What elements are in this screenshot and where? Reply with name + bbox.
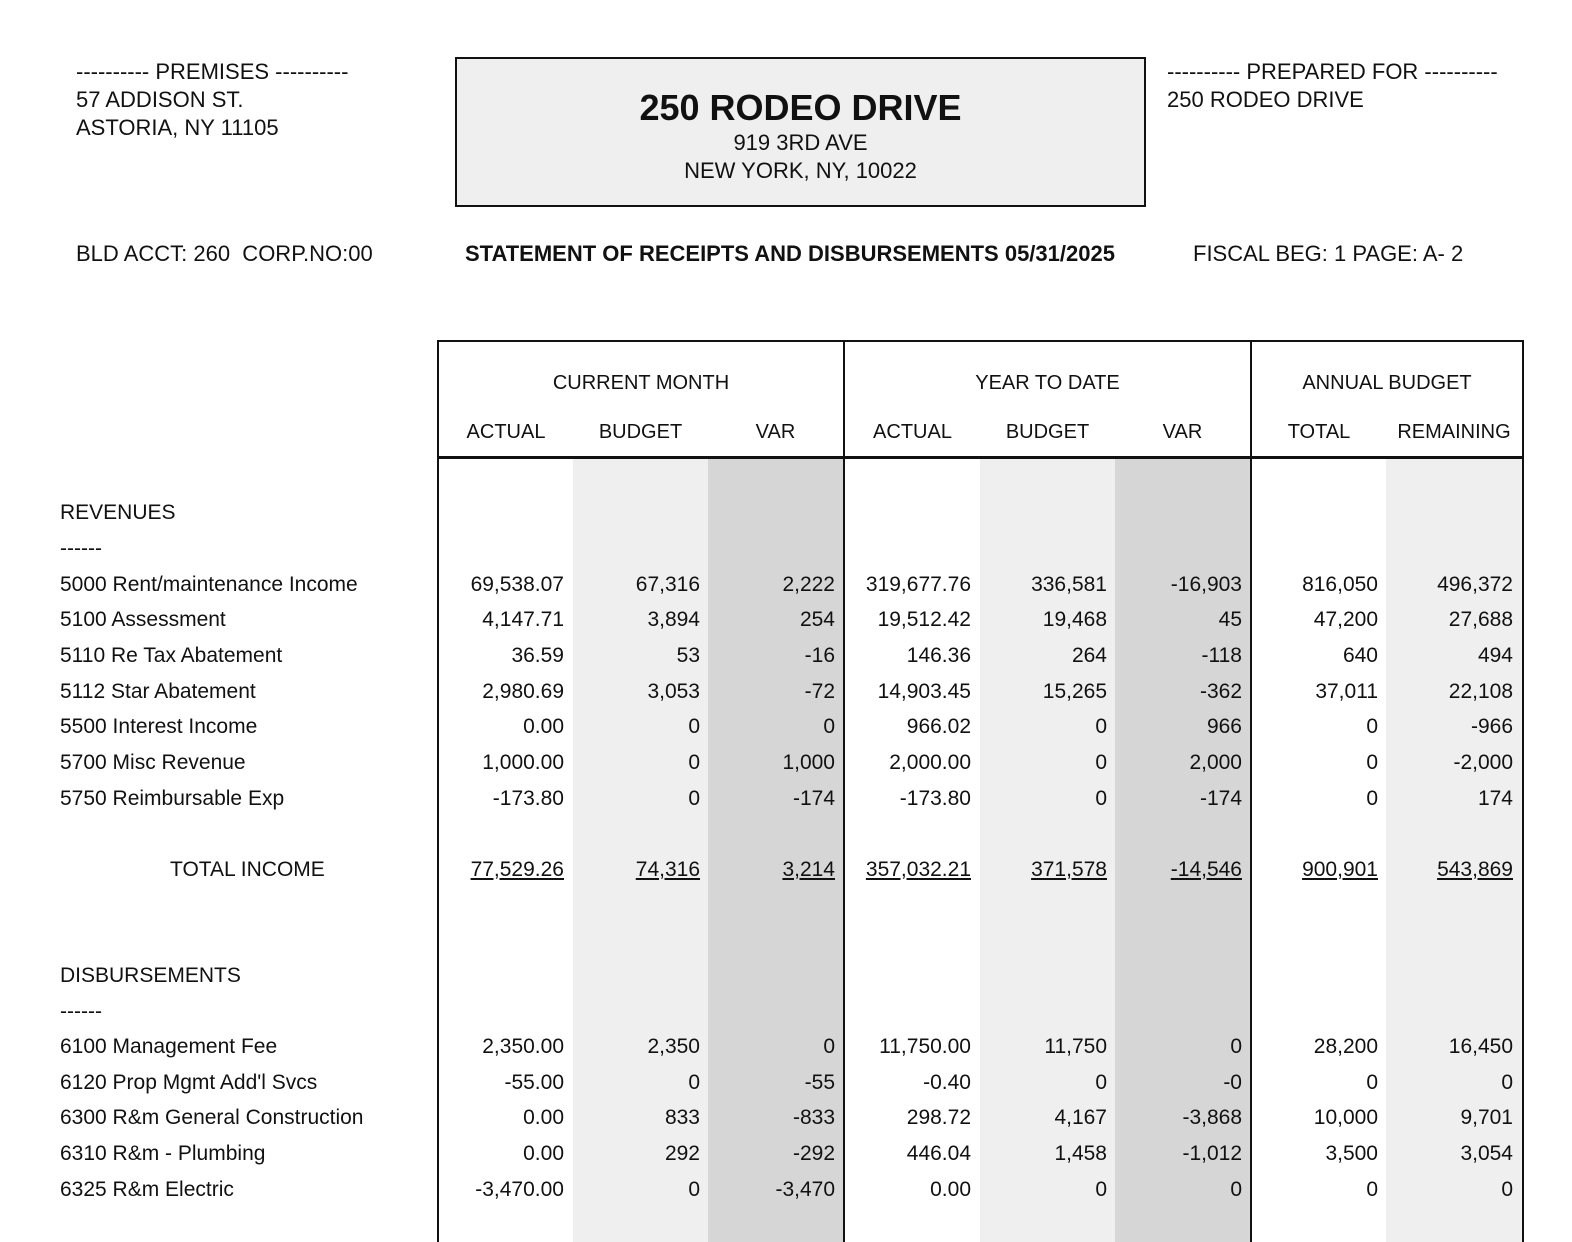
revenue-row-value: 22,108 — [1448, 680, 1513, 703]
total-income-value: 357,032.21 — [865, 858, 971, 881]
disbursement-row-value: -1,012 — [1182, 1142, 1242, 1165]
revenue-row-value: 966.02 — [906, 715, 971, 738]
disbursement-row-value: 0.00 — [523, 1106, 564, 1129]
disbursement-row-value: 1,458 — [1054, 1142, 1107, 1165]
revenues-heading: REVENUES — [60, 501, 176, 524]
disbursement-row-value: 0 — [1501, 1071, 1513, 1094]
revenue-row-value: -174 — [792, 787, 835, 810]
revenue-row-value: 27,688 — [1448, 608, 1513, 631]
disbursement-row-value: -833 — [792, 1106, 835, 1129]
disbursement-row-value: 0 — [1230, 1035, 1242, 1058]
disbursements-rule: ------ — [60, 1000, 102, 1023]
revenue-row-value: -173.80 — [492, 787, 564, 810]
disbursement-row-value: 9,701 — [1460, 1106, 1513, 1129]
revenue-row-value: 966 — [1206, 715, 1242, 738]
disbursement-row-value: -55.00 — [504, 1071, 564, 1094]
building-address-line1: 919 3RD AVE — [733, 130, 868, 155]
revenue-row-value: 2,222 — [782, 573, 835, 596]
revenue-row-value: 336,581 — [1031, 573, 1107, 596]
total-income-value: 371,578 — [1031, 858, 1107, 881]
revenues-rule: ------ — [60, 537, 102, 560]
revenue-row-value: 36.59 — [511, 644, 564, 667]
revenue-row-value: 53 — [676, 644, 700, 667]
revenue-row-value: -118 — [1201, 644, 1242, 667]
revenue-row-value: 14,903.45 — [877, 680, 971, 703]
revenue-row-value: 0.00 — [523, 715, 564, 738]
building-address-line2: NEW YORK, NY, 10022 — [684, 158, 917, 183]
revenue-row-value: 69,538.07 — [470, 573, 564, 596]
disbursement-row-value: -3,470.00 — [475, 1178, 564, 1201]
col-header: ACTUAL — [466, 421, 546, 443]
revenue-row-label: 5100 Assessment — [60, 608, 226, 631]
disbursement-row-value: -55 — [804, 1071, 835, 1094]
total-income-value: 74,316 — [635, 858, 700, 881]
revenue-row-value: 319,677.76 — [865, 573, 971, 596]
total-income-value: 543,869 — [1437, 858, 1513, 881]
revenue-row-value: 2,980.69 — [482, 680, 564, 703]
disbursement-row-value: 0 — [1366, 1178, 1378, 1201]
revenue-row-value: -173.80 — [899, 787, 971, 810]
premises-block — [76, 58, 348, 142]
building-account: BLD ACCT: 260 CORP.NO:00 — [76, 241, 373, 266]
revenue-row-value: 0 — [688, 787, 700, 810]
disbursement-row-value: 11,750 — [1044, 1035, 1107, 1058]
revenue-row-value: 816,050 — [1302, 573, 1378, 596]
disbursement-row-label: 6120 Prop Mgmt Add'l Svcs — [60, 1071, 318, 1094]
revenue-row-value: 254 — [799, 608, 835, 631]
col-header: ACTUAL — [873, 421, 952, 443]
disbursement-row-value: 446.04 — [906, 1142, 971, 1165]
group-header-year-to-date: YEAR TO DATE — [975, 372, 1120, 394]
revenue-row-value: 0 — [823, 715, 835, 738]
total-income-value: -14,546 — [1170, 858, 1242, 881]
disbursement-row-value: 298.72 — [906, 1106, 971, 1129]
revenue-row-value: 264 — [1071, 644, 1107, 667]
disbursement-row-value: -0 — [1223, 1071, 1242, 1094]
prepared-for-heading: ---------- PREPARED FOR ---------- — [1167, 59, 1498, 84]
revenue-row-value: -362 — [1199, 680, 1242, 703]
revenue-row-value: 0 — [1366, 787, 1378, 810]
disbursement-row-value: 0 — [823, 1035, 835, 1058]
premises-heading: ---------- PREMISES ---------- — [76, 59, 349, 84]
revenue-row-value: -174 — [1199, 787, 1242, 810]
revenue-row-value: 19,512.42 — [877, 608, 971, 631]
revenue-row-value: 1,000.00 — [482, 751, 564, 774]
disbursement-row-label: 6325 R&m Electric — [60, 1178, 234, 1201]
revenue-row-value: 174 — [1477, 787, 1513, 810]
revenue-row-value: 3,053 — [647, 680, 700, 703]
revenue-row-value: 2,000 — [1189, 751, 1242, 774]
disbursement-row-value: 0 — [1501, 1178, 1513, 1201]
disbursement-row-value: 10,000 — [1313, 1106, 1378, 1129]
disbursement-row-value: 292 — [664, 1142, 700, 1165]
total-income-value: 77,529.26 — [470, 858, 564, 881]
disbursement-row-value: 0.00 — [930, 1178, 971, 1201]
revenue-row-value: 37,011 — [1315, 680, 1378, 703]
statement-title: STATEMENT OF RECEIPTS AND DISBURSEMENTS 05/31/2025 — [465, 241, 1115, 266]
revenue-row-value: 47,200 — [1313, 608, 1378, 631]
disbursement-row-value: 3,500 — [1325, 1142, 1378, 1165]
disbursement-row-value: 0 — [1095, 1178, 1107, 1201]
disbursement-row-value: 0.00 — [523, 1142, 564, 1165]
disbursement-row-value: 4,167 — [1054, 1106, 1107, 1129]
revenue-row-value: -72 — [804, 680, 835, 703]
disbursement-row-value: -292 — [792, 1142, 835, 1165]
revenue-row-label: 5700 Misc Revenue — [60, 751, 246, 774]
revenue-row-value: 0 — [688, 751, 700, 774]
revenue-row-value: 0 — [1095, 787, 1107, 810]
disbursement-row-value: 11,750.00 — [879, 1035, 971, 1058]
total-income-label: TOTAL INCOME — [170, 858, 325, 881]
revenue-row-value: 640 — [1342, 644, 1378, 667]
revenue-row-label: 5750 Reimbursable Exp — [60, 787, 285, 810]
revenue-row-value: 0 — [1095, 751, 1107, 774]
premises-line2: ASTORIA, NY 11105 — [76, 115, 279, 140]
revenue-row-label: 5000 Rent/maintenance Income — [60, 573, 358, 596]
disbursement-row-value: -3,868 — [1182, 1106, 1242, 1129]
prepared-for-name: 250 RODEO DRIVE — [1167, 87, 1364, 112]
revenue-row-label: 5500 Interest Income — [60, 715, 258, 738]
disbursement-row-label: 6100 Management Fee — [60, 1035, 278, 1058]
revenue-row-value: 45 — [1218, 608, 1242, 631]
col-header: BUDGET — [1005, 421, 1090, 443]
revenue-row-value: 494 — [1477, 644, 1513, 667]
revenue-row-label: 5112 Star Abatement — [60, 680, 256, 703]
disbursement-row-value: -0.40 — [923, 1071, 971, 1094]
disbursement-row-value: 0 — [688, 1071, 700, 1094]
header-divider — [439, 456, 1522, 459]
disbursement-row-label: 6310 R&m - Plumbing — [60, 1142, 266, 1165]
total-income-value: 900,901 — [1302, 858, 1378, 881]
col-header: REMAINING — [1397, 421, 1511, 443]
total-income-value: 3,214 — [782, 858, 835, 881]
revenue-row-value: 0 — [1366, 751, 1378, 774]
disbursement-row-value: -3,470 — [775, 1178, 835, 1201]
revenue-row-value: -16 — [804, 644, 835, 667]
col-header: VAR — [1162, 421, 1203, 443]
disbursement-row-value: 3,054 — [1460, 1142, 1513, 1165]
disbursement-row-value: 0 — [1230, 1178, 1242, 1201]
revenue-row-value: 3,894 — [647, 608, 700, 631]
premises-line1: 57 ADDISON ST. — [76, 87, 244, 112]
fiscal-page-info: FISCAL BEG: 1 PAGE: A- 2 — [1193, 241, 1464, 266]
group-header-annual-budget: ANNUAL BUDGET — [1302, 372, 1472, 394]
group-header-current-month: CURRENT MONTH — [552, 372, 730, 394]
disbursement-row-value: 28,200 — [1313, 1035, 1378, 1058]
revenue-row-value: 1,000 — [782, 751, 835, 774]
prepared-for-block — [1167, 58, 1498, 114]
disbursements-heading: DISBURSEMENTS — [60, 964, 241, 987]
disbursement-row-label: 6300 R&m General Construction — [60, 1106, 364, 1129]
revenue-row-value: -2,000 — [1453, 751, 1513, 774]
disbursement-row-value: 0 — [1366, 1071, 1378, 1094]
revenue-row-value: 4,147.71 — [482, 608, 564, 631]
revenue-row-value: 2,000.00 — [889, 751, 971, 774]
revenue-row-value: 0 — [1366, 715, 1378, 738]
disbursement-row-value: 833 — [664, 1106, 700, 1129]
disbursement-row-value: 0 — [1095, 1071, 1107, 1094]
building-title-box — [455, 57, 1146, 207]
revenue-row-value: 0 — [1095, 715, 1107, 738]
revenue-row-value: -16,903 — [1170, 573, 1242, 596]
col-header: TOTAL — [1287, 421, 1351, 443]
revenue-row-value: 496,372 — [1437, 573, 1513, 596]
disbursement-row-value: 16,450 — [1448, 1035, 1513, 1058]
revenue-row-value: 0 — [688, 715, 700, 738]
revenue-row-value: -966 — [1470, 715, 1513, 738]
revenue-row-value: 146.36 — [906, 644, 971, 667]
disbursement-row-value: 2,350.00 — [482, 1035, 564, 1058]
revenue-row-value: 15,265 — [1042, 680, 1107, 703]
building-name: 250 RODEO DRIVE — [639, 87, 962, 128]
revenue-row-value: 19,468 — [1042, 608, 1107, 631]
col-header: VAR — [755, 421, 796, 443]
revenue-row-value: 67,316 — [635, 573, 700, 596]
disbursement-row-value: 0 — [688, 1178, 700, 1201]
revenue-row-label: 5110 Re Tax Abatement — [60, 644, 283, 667]
col-header: BUDGET — [598, 421, 683, 443]
disbursement-row-value: 2,350 — [647, 1035, 700, 1058]
